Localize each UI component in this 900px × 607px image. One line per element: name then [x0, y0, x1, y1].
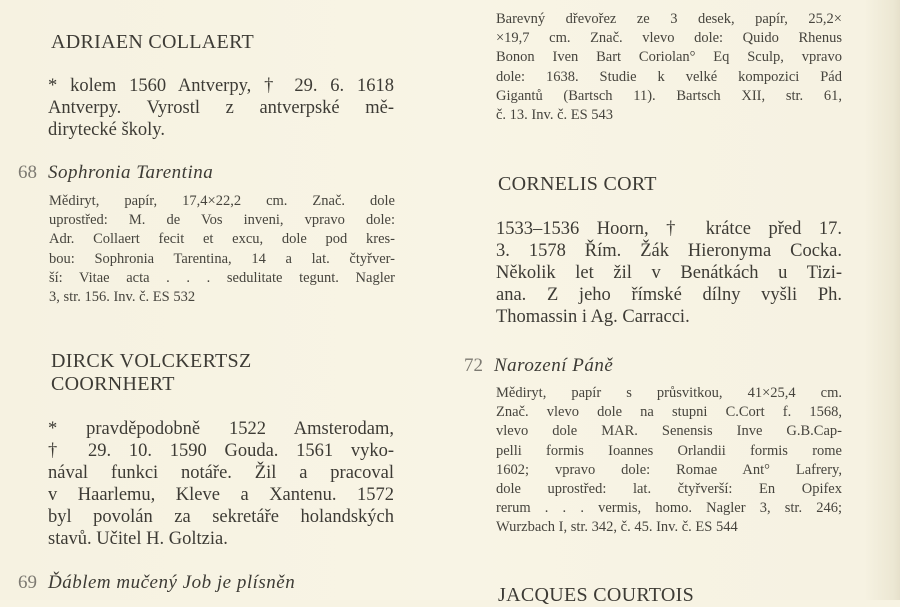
bio-line: ana. Z jeho římské dílny vyšli Ph. [496, 285, 842, 305]
bio-line: Thomassin i Ag. Carracci. [496, 307, 690, 327]
desc-line: Adr. Collaert fecit et excu, dole pod kres- [49, 231, 395, 248]
bio-line: byl povolán za sekretáře holandských [48, 507, 394, 527]
artist-heading-courtois: JACQUES COURTOIS [498, 584, 695, 606]
artist-heading-coornhert [51, 350, 251, 396]
bio-line: * kolem 1560 Antverpy, † 29. 6. 1618 [48, 76, 394, 96]
heading-line: COORNHERT [51, 373, 175, 395]
artist-bio-collaert [48, 75, 394, 141]
bio-line: stavů. Učitel H. Goltzia. [48, 529, 228, 549]
artist-heading-collaert: ADRIAEN COLLAERT [51, 31, 255, 53]
catalog-entry-68-description [49, 192, 395, 307]
bio-line: Několik let žil v Benátkách u Tizi- [496, 263, 842, 283]
bio-line: 1533–1536 Hoorn, † krátce před 17. [496, 219, 842, 239]
bio-line: nával funkci notáře. Žil a pracoval [48, 463, 394, 483]
desc-line: ší: Vitae acta . . . sedulitate tegunt. Nagler [49, 269, 395, 286]
catalog-entry-68-title [18, 162, 213, 184]
entry-title: Sophronia Tarentina [48, 162, 214, 183]
entry-title: Ďáblem mučený Job je plísněn [48, 572, 296, 593]
desc-line: Mědiryt, papír, 17,4×22,2 cm. Znač. dole [49, 193, 395, 209]
bio-line: 3. 1578 Řím. Žák Hieronyma Cocka. [496, 241, 842, 261]
bio-line: v Haarlemu, Kleve a Xantenu. 1572 [48, 485, 394, 505]
desc-line: 3, str. 156. Inv. č. ES 532 [49, 289, 196, 306]
desc-line: Barevný dřevořez ze 3 desek, papír, 25,2× [496, 11, 842, 27]
bio-line: † 29. 10. 1590 Gouda. 1561 vyko- [48, 441, 394, 461]
bio-line: dirytecké školy. [48, 120, 165, 140]
desc-line: rerum . . . vermis, homo. Nagler 3, str. 246; [496, 500, 842, 517]
artist-heading-cort: CORNELIS CORT [498, 173, 657, 195]
entry-number: 72 [464, 355, 483, 376]
artist-bio-coornhert [48, 418, 394, 550]
bio-line: Antverpy. Vyrostl z antverpské mě- [48, 98, 394, 118]
catalog-entry-continued-description [496, 10, 842, 125]
catalog-entry-72-title [464, 355, 613, 377]
desc-line: bou: Sophronia Tarentina, 14 a lat. čtyřver- [49, 250, 395, 267]
desc-line: ×19,7 cm. Znač. vlevo dole: Quido Rhenus [496, 30, 842, 47]
desc-line: uprostřed: M. de Vos inveni, vpravo dole: [49, 212, 395, 229]
desc-line: 1602; vpravo dole: Romae Ant° Lafrery, [496, 461, 842, 478]
catalog-entry-69-title [18, 572, 295, 594]
artist-bio-cort [496, 218, 842, 328]
desc-line: dole uprostřed: lat. čtyřverší: En Opifex [496, 481, 842, 498]
desc-line: Bonon Iven Bart Coriolan° Eq Sculp, vpravo [496, 49, 842, 66]
desc-line: Wurzbach I, str. 342, č. 45. Inv. č. ES 544 [496, 519, 738, 536]
desc-line: Gigantů (Bartsch 11). Bartsch XII, str. 61, [496, 87, 842, 104]
catalog-entry-72-description [496, 384, 842, 538]
desc-line: dole: 1638. Studie k velké kompozici Pád [496, 68, 842, 85]
entry-title: Narození Páně [494, 355, 614, 376]
entry-number: 69 [18, 572, 37, 593]
entry-number: 68 [18, 162, 37, 183]
heading-line: DIRCK VOLCKERTSZ [51, 350, 252, 372]
bio-line: * pravděpodobně 1522 Amsterodam, [48, 419, 394, 439]
desc-line: pelli formis Ioannes Orlandii formis rome [496, 442, 842, 459]
desc-line: Mědiryt, papír s průsvitkou, 41×25,4 cm. [496, 385, 842, 401]
desc-line: Znač. vlevo dole na stupni C.Cort f. 1568, [496, 404, 842, 421]
desc-line: vlevo dole MAR. Senensis Inve G.B.Cap- [496, 423, 842, 440]
desc-line: č. 13. Inv. č. ES 543 [496, 107, 614, 124]
